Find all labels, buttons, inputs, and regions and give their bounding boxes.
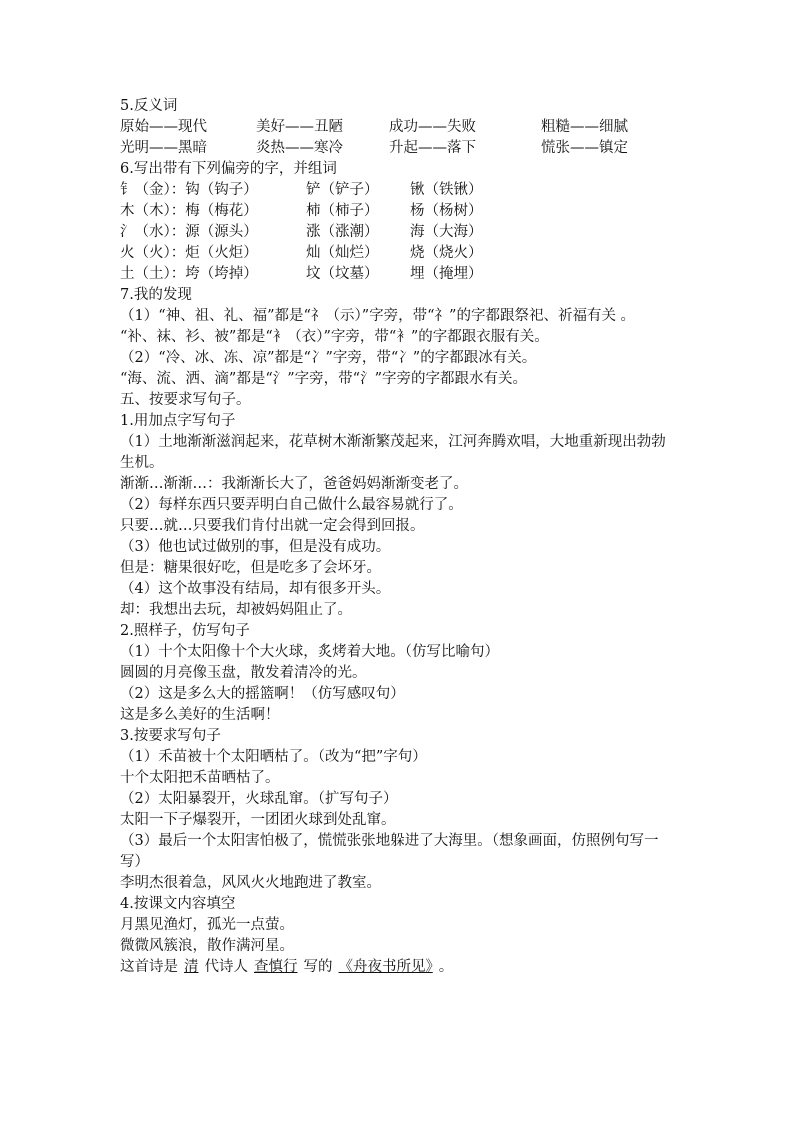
question-title: 4.按课文内容填空	[120, 896, 236, 912]
radical-row	[120, 180, 680, 201]
sentence: （2）这是多么大的摇篮啊！（仿写感叹句）	[120, 686, 405, 702]
sentence: （2）每样东西只要弄明白自己做什么最容易就行了。	[120, 497, 463, 513]
radical-row	[120, 201, 680, 222]
radical-row	[120, 243, 680, 264]
poem-line: 月黑见渔灯，孤光一点萤。	[120, 917, 294, 933]
radical-word: 杨（杨树）	[410, 203, 483, 219]
radical-word: 坟（坟墓）	[306, 266, 379, 282]
radical-word: 烧（烧火）	[410, 245, 483, 261]
poem-line: 微微风簇浪，散作满河星。	[120, 938, 294, 954]
fill-text: 这首诗是	[120, 959, 178, 975]
sentence: （1）禾苗被十个太阳晒枯了。（改为“把”字句）	[120, 749, 427, 765]
sentence: （3）他也试过做别的事，但是没有成功。	[120, 539, 391, 555]
answer-poet: 查慎行	[254, 959, 298, 975]
radical-row	[120, 222, 680, 243]
radical-word: 涨（涨潮）	[306, 224, 379, 240]
section-title: 5.反义词	[120, 98, 178, 114]
antonym-pair: 美好——丑陋	[256, 119, 343, 135]
radical-word: 海（大海）	[410, 224, 483, 240]
radical-word: 铲（铲子）	[306, 182, 379, 198]
antonym-row	[120, 117, 680, 138]
sentence: 但是：糖果很好吃，但是吃多了会坏牙。	[120, 560, 381, 576]
section-heading: 五、按要求写句子。	[120, 392, 251, 408]
sentence: 太阳一下子爆裂开，一团团火球到处乱窜。	[120, 812, 396, 828]
radical-word: 土（土）：垮（垮掉）	[120, 266, 258, 282]
document-page	[120, 96, 680, 978]
sentence: 却：我想出去玩，却被妈妈阻止了。	[120, 602, 352, 618]
radical-word: 氵（水）：源（源头）	[120, 224, 258, 240]
answer-dynasty: 清	[184, 959, 199, 975]
question-title: 2.照样子，仿写句子	[120, 623, 250, 639]
sentence: （1）十个太阳像十个大火球，炙烤着大地。（仿写比喻句）	[120, 644, 499, 660]
antonym-row	[120, 138, 680, 159]
radical-word: 灿（灿烂）	[306, 245, 379, 261]
sentence: 李明杰很着急，风风火火地跑进了教室。	[120, 875, 381, 891]
fill-text: 写的	[303, 959, 333, 975]
radical-word: 柿（柿子）	[306, 203, 379, 219]
fill-text: 代诗人	[204, 959, 248, 975]
section-title: 7.我的发现	[120, 287, 192, 303]
sentence: （4）这个故事没有结局，却有很多开头。	[120, 581, 391, 597]
antonym-pair: 慌张——镇定	[541, 140, 628, 156]
sentence: （1）土地渐渐滋润起来，花草树木渐渐繁茂起来，江河奔腾欢唱，大地重新现出勃勃生机。	[120, 434, 666, 471]
radical-word: 火（火）：炬（火炬）	[120, 245, 258, 261]
sentence: （2）太阳暴裂开，火球乱窜。（扩写句子）	[120, 791, 398, 807]
question-title: 1.用加点字写句子	[120, 413, 236, 429]
antonym-pair: 炎热——寒冷	[256, 140, 343, 156]
sentence: （3）最后一个太阳害怕极了，慌慌张张地躲进了大海里。（想象画面，仿照例句写一写）	[120, 833, 659, 870]
antonym-pair: 粗糙——细腻	[541, 119, 628, 135]
paragraph: （2）“冷、冰、冻、凉”都是“冫”字旁，带“冫”的字都跟冰有关。	[120, 350, 537, 366]
radical-row	[120, 264, 680, 285]
sentence: 只要…就…只要我们肯付出就一定会得到回报。	[120, 518, 425, 534]
question-title: 3.按要求写句子	[120, 728, 221, 744]
fill-text: 。	[438, 959, 454, 975]
answer-title: 《舟夜书所见》	[338, 959, 433, 975]
antonym-pair: 光明——黑暗	[120, 140, 207, 156]
fill-in-sentence	[120, 957, 680, 978]
radical-word: 埋（掩埋）	[410, 266, 483, 282]
sentence: 十个太阳把禾苗晒枯了。	[120, 770, 280, 786]
antonym-pair: 原始——现代	[120, 119, 207, 135]
paragraph: “海、流、洒、滴”都是“氵”字旁，带“氵”字旁的字都跟水有关。	[120, 371, 527, 387]
sentence: 这是多么美好的生活啊！	[120, 707, 280, 723]
sentence: 圆圆的月亮像玉盘，散发着清冷的光。	[120, 665, 367, 681]
antonym-pair: 升起——落下	[389, 140, 476, 156]
radical-word: 木（木）：梅（梅花）	[120, 203, 258, 219]
radical-word: 锹（铁锹）	[410, 182, 483, 198]
sentence: 渐渐…渐渐…：我渐渐长大了，爸爸妈妈渐渐变老了。	[120, 476, 468, 492]
antonym-pair: 成功——失败	[389, 119, 476, 135]
radical-word: 钅（金）：钩（钩子）	[120, 182, 258, 198]
section-title: 6.写出带有下列偏旁的字，并组词	[120, 161, 337, 177]
paragraph: “补、袜、衫、被”都是“衤（衣）”字旁，带“衤”的字都跟衣服有关。	[120, 329, 549, 345]
paragraph: （1）“神、祖、礼、福”都是“礻（示）”字旁，带“礻”的字都跟祭祀、祈福有关 。	[120, 308, 636, 324]
